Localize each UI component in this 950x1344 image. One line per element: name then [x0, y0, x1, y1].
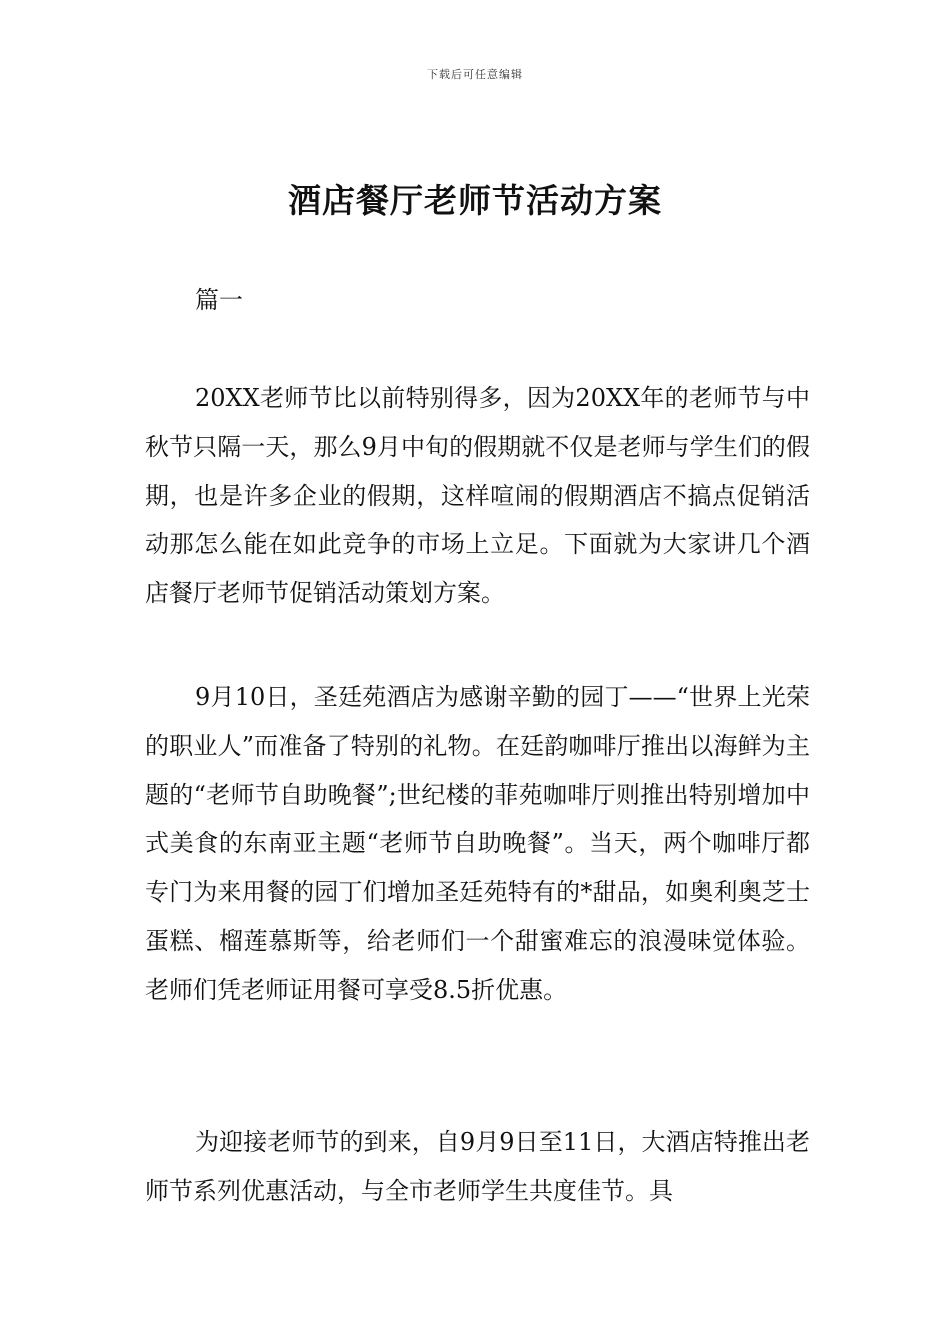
paragraph-intro: 20XX老师节比以前特别得多，因为20XX年的老师节与中秋节只隔一天，那么9月中旬的假期就不仅是老师与学生们的假期，也是许多企业的假期，这样喧闹的假期酒店不搞点促销活动那怎么能在如此竞争的市场上立足。下面就为大家讲几个酒店餐厅老师节促销活动策划方案。 [145, 384, 810, 608]
document-title: 酒店餐厅老师节活动方案 [288, 181, 662, 220]
paragraph-hotel-offer: 9月10日，圣廷苑酒店为感谢辛勤的园丁——“世界上光荣的职业人”而准备了特别的礼物。在廷韵咖啡厅推出以海鲜为主题的“老师节自助晚餐”;世纪楼的菲苑咖啡厅则推出特别增加中式美食的东南亚主题“老师节自助晚餐”。当天，两个咖啡厅都专门为来用餐的园丁们增加圣廷苑特有的*甜品，如奥利奥芝士蛋糕、榴莲慕斯等，给老师们一个甜蜜难忘的浪漫味觉体验。老师们凭老师证用餐可享受8.5折优惠。 [145, 683, 810, 1004]
section-label: 篇一 [195, 286, 243, 314]
page-header-note: 下载后可任意编辑 [427, 68, 523, 81]
paragraph-promotion: 为迎接老师节的到来，自9月9日至11日，大酒店特推出老师节系列优惠活动，与全市老师学生共度佳节。具 [145, 1128, 810, 1205]
